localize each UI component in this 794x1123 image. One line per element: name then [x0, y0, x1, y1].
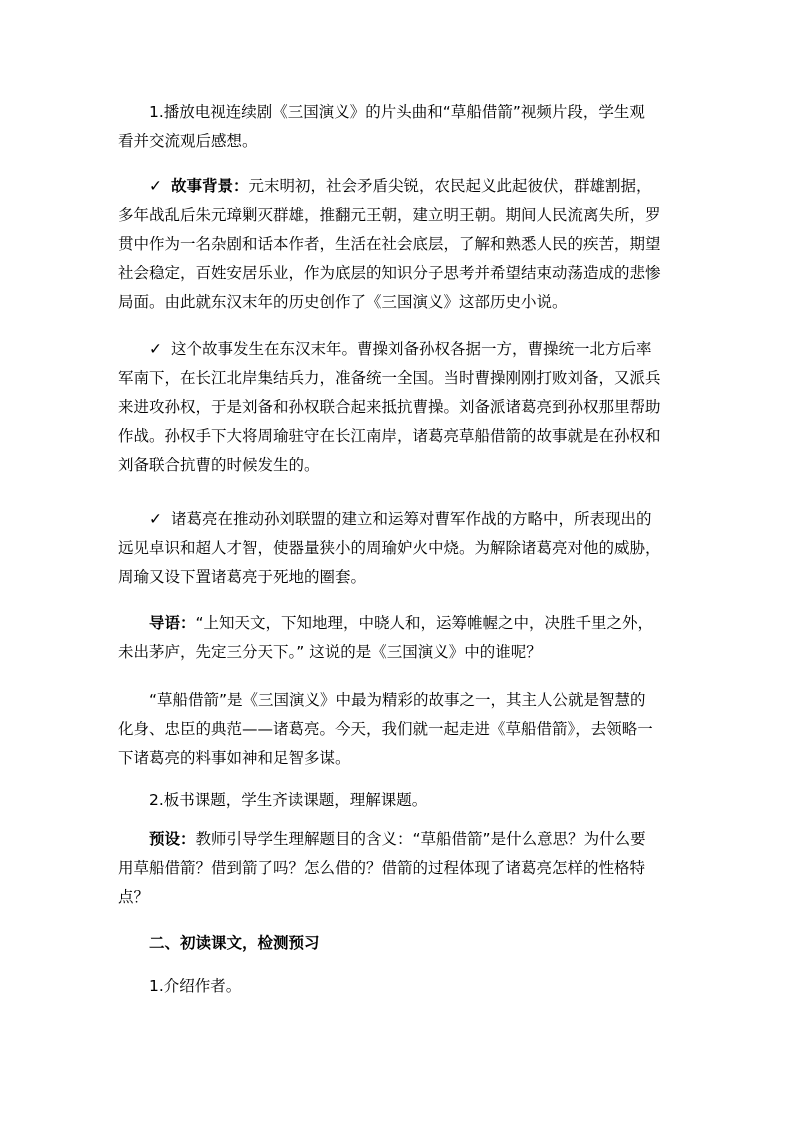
bold-label: 故事背景：	[171, 177, 249, 195]
text-line: 刘备联合抗曹的时候发生的。	[118, 456, 320, 474]
bold-label: 预设：	[149, 830, 196, 848]
text-span: “上知天文，下知地理，中晓人和，运筹帷幄之中，决胜千里之外，	[195, 614, 654, 632]
story-background-paragraph	[118, 172, 684, 317]
text-line: 未出茅庐，先定三分天下。” 这说的是《三国演义》中的谁呢？	[118, 643, 542, 661]
text-line: 来进攻孙权，于是刘备和孙权联合起来抵抗曹操。刘备派诸葛亮到孙权那里帮助	[118, 398, 661, 416]
lead-in-paragraph	[118, 609, 684, 667]
preset-paragraph	[118, 825, 684, 912]
section-heading	[118, 929, 684, 958]
text-line: 化身、忠臣的典范——诸葛亮。今天，我们就一起走进《草船借箭》，去领略一	[118, 720, 653, 738]
text-line: 作战。孙权手下大将周瑜驻守在长江南岸，诸葛亮草船借箭的故事就是在孙权和	[118, 427, 661, 445]
text-span: 诸葛亮在推动孙刘联盟的建立和运筹对曹军作战的方略中，所表现出的	[171, 510, 652, 528]
text-line: 多年战乱后朱元璋剿灭群雄，推翻元王朝，建立明王朝。期间人民流离失所，罗	[118, 206, 661, 224]
text-line: 1.播放电视连续剧《三国演义》的片头曲和“草船借箭”视频片段，学生观	[149, 103, 645, 121]
text-line	[118, 825, 684, 854]
text-line: 1.介绍作者。	[149, 977, 242, 995]
checkmark-icon: ✓	[149, 177, 162, 195]
text-line: 点？	[118, 888, 150, 906]
checkmark-icon: ✓	[149, 340, 162, 358]
text-span: 元末明初，社会矛盾尖锐，农民起义此起彼伏，群雄割据，	[248, 177, 652, 195]
author-intro-paragraph	[118, 972, 684, 1001]
story-setting-paragraph	[118, 335, 684, 480]
text-line: 看并交流观后感想。	[118, 132, 258, 150]
text-line: “草船借箭”是《三国演义》中最为精彩的故事之一，其主人公就是智慧的	[149, 691, 646, 709]
text-line: 周瑜又设下置诸葛亮于死地的圈套。	[118, 568, 367, 586]
text-line	[118, 335, 684, 364]
board-title-paragraph	[118, 786, 684, 815]
text-line: 用草船借箭？借到箭了吗？怎么借的？借箭的过程体现了诸葛亮怎样的性格特	[118, 859, 646, 877]
text-line: 2.板书课题，学生齐读课题，理解课题。	[149, 791, 428, 809]
zhuge-liang-paragraph	[118, 505, 684, 592]
text-line	[118, 172, 684, 201]
heading-text: 二、初读课文，检测预习	[149, 934, 320, 952]
text-line: 社会稳定，百姓安居乐业，作为底层的知识分子思考并希望结束动荡造成的悲惨	[118, 264, 661, 282]
introduction-paragraph	[118, 686, 684, 773]
text-line: 下诸葛亮的料事如神和足智多谋。	[118, 749, 351, 767]
text-line	[118, 609, 684, 638]
text-line: 局面。由此就东汉末年的历史创作了《三国演义》这部历史小说。	[118, 293, 568, 311]
text-line: 远见卓识和超人才智，使器量狭小的周瑜妒火中烧。为解除诸葛亮对他的威胁，	[118, 539, 661, 557]
text-line: 军南下，在长江北岸集结兵力，准备统一全国。当时曹操刚刚打败刘备，又派兵	[118, 369, 661, 387]
text-line	[118, 505, 684, 534]
bold-label: 导语：	[149, 614, 196, 632]
intro-paragraph	[118, 98, 684, 156]
checkmark-icon: ✓	[149, 510, 162, 528]
text-span: 教师引导学生理解题目的含义：“草船借箭”是什么意思？为什么要	[195, 830, 646, 848]
text-span: 这个故事发生在东汉末年。曹操刘备孙权各据一方，曹操统一北方后率	[171, 340, 652, 358]
text-line: 贯中作为一名杂剧和话本作者，生活在社会底层，了解和熟悉人民的疾苦，期望	[118, 235, 661, 253]
